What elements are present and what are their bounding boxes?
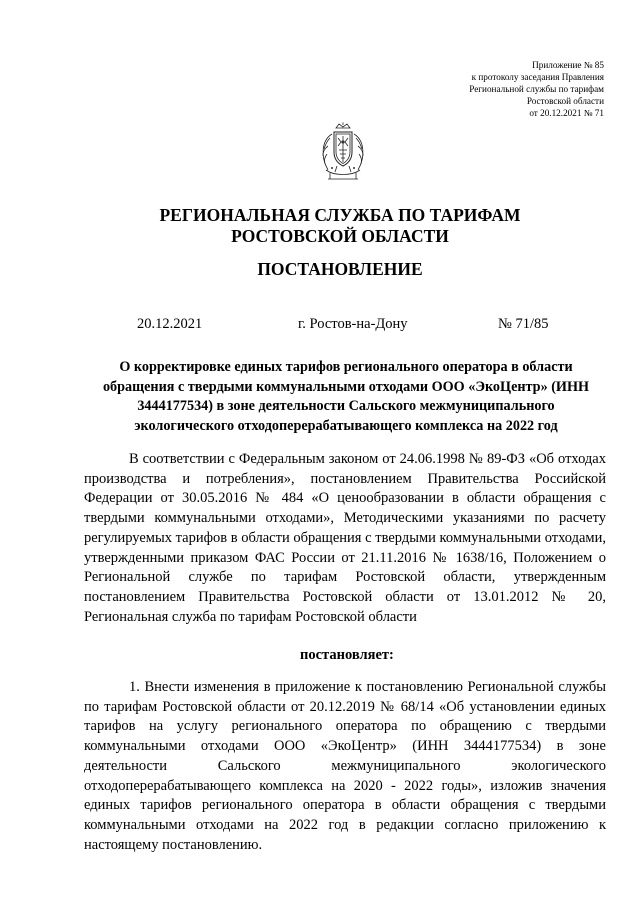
appendix-line: к протоколу заседания Правления	[471, 72, 604, 82]
preamble-paragraph: В соответствии с Федеральным законом от 24.06.1998 № 89-ФЗ «Об отходах производства и потребления», постановлением Правительства Российской Федерации от 30.05.2016 № 484 «О ценообразовании в области обращения с твердыми коммунальными отходами», Методическими указаниями по расчету регулируемых тарифов в области обращения с твердыми коммунальными отходами, утвержденными приказом ФАС России от 21.11.2016 № 1638/16, Положением о Региональной службе по тарифам Ростовской области, утвержденным постановлением Правительства Ростовской области от 13.01.2012 № 20, Региональная служба по тарифам Ростовской области	[84, 451, 606, 625]
document-type: ПОСТАНОВЛЕНИЕ	[257, 259, 423, 279]
document-title: О корректировке единых тарифов регионального оператора в области обращения с твердыми коммунальными отходами ООО «ЭкоЦентр» (ИНН 3444177534) в зоне деятельности Сальского межмуниципального экологического отходоперерабатывающего комплекса на 2022 год	[102, 359, 590, 434]
resolves-label: постановляет:	[300, 647, 394, 663]
document-date: 20.12.2021	[137, 316, 203, 332]
item-1-paragraph: 1. Внести изменения в приложение к постановлению Региональной службы по тарифам Ростовской области от 20.12.2019 № 68/14 «Об установлении единых тарифов на услугу регионального оператора по обращению с твердыми коммунальными отходами ООО «ЭкоЦентр» (ИНН 3444177534) в зоне деятельности Сальского межмуниципального экологического отходоперерабатывающего комплекса на 2020 - 2022 годы», изложив значения единых тарифов регионального оператора в области обращения с твердыми коммунальными отходами на 2022 год в редакции согласно приложению к настоящему постановлению.	[84, 679, 606, 853]
agency-name	[40, 205, 640, 247]
agency-name-line: РОСТОВСКОЙ ОБЛАСТИ	[231, 226, 449, 246]
agency-name-line: РЕГИОНАЛЬНАЯ СЛУЖБА ПО ТАРИФАМ	[159, 205, 521, 225]
document-number: № 71/85	[498, 316, 549, 332]
appendix-line: Ростовской области	[526, 96, 604, 106]
appendix-line: от 20.12.2021 № 71	[529, 108, 604, 118]
appendix-line: Региональной службы по тарифам	[469, 84, 604, 94]
document-place: г. Ростов-на-Дону	[298, 316, 408, 332]
appendix-line: Приложение № 85	[532, 60, 604, 70]
appendix-note	[364, 59, 604, 119]
coat-of-arms-icon	[310, 122, 376, 182]
